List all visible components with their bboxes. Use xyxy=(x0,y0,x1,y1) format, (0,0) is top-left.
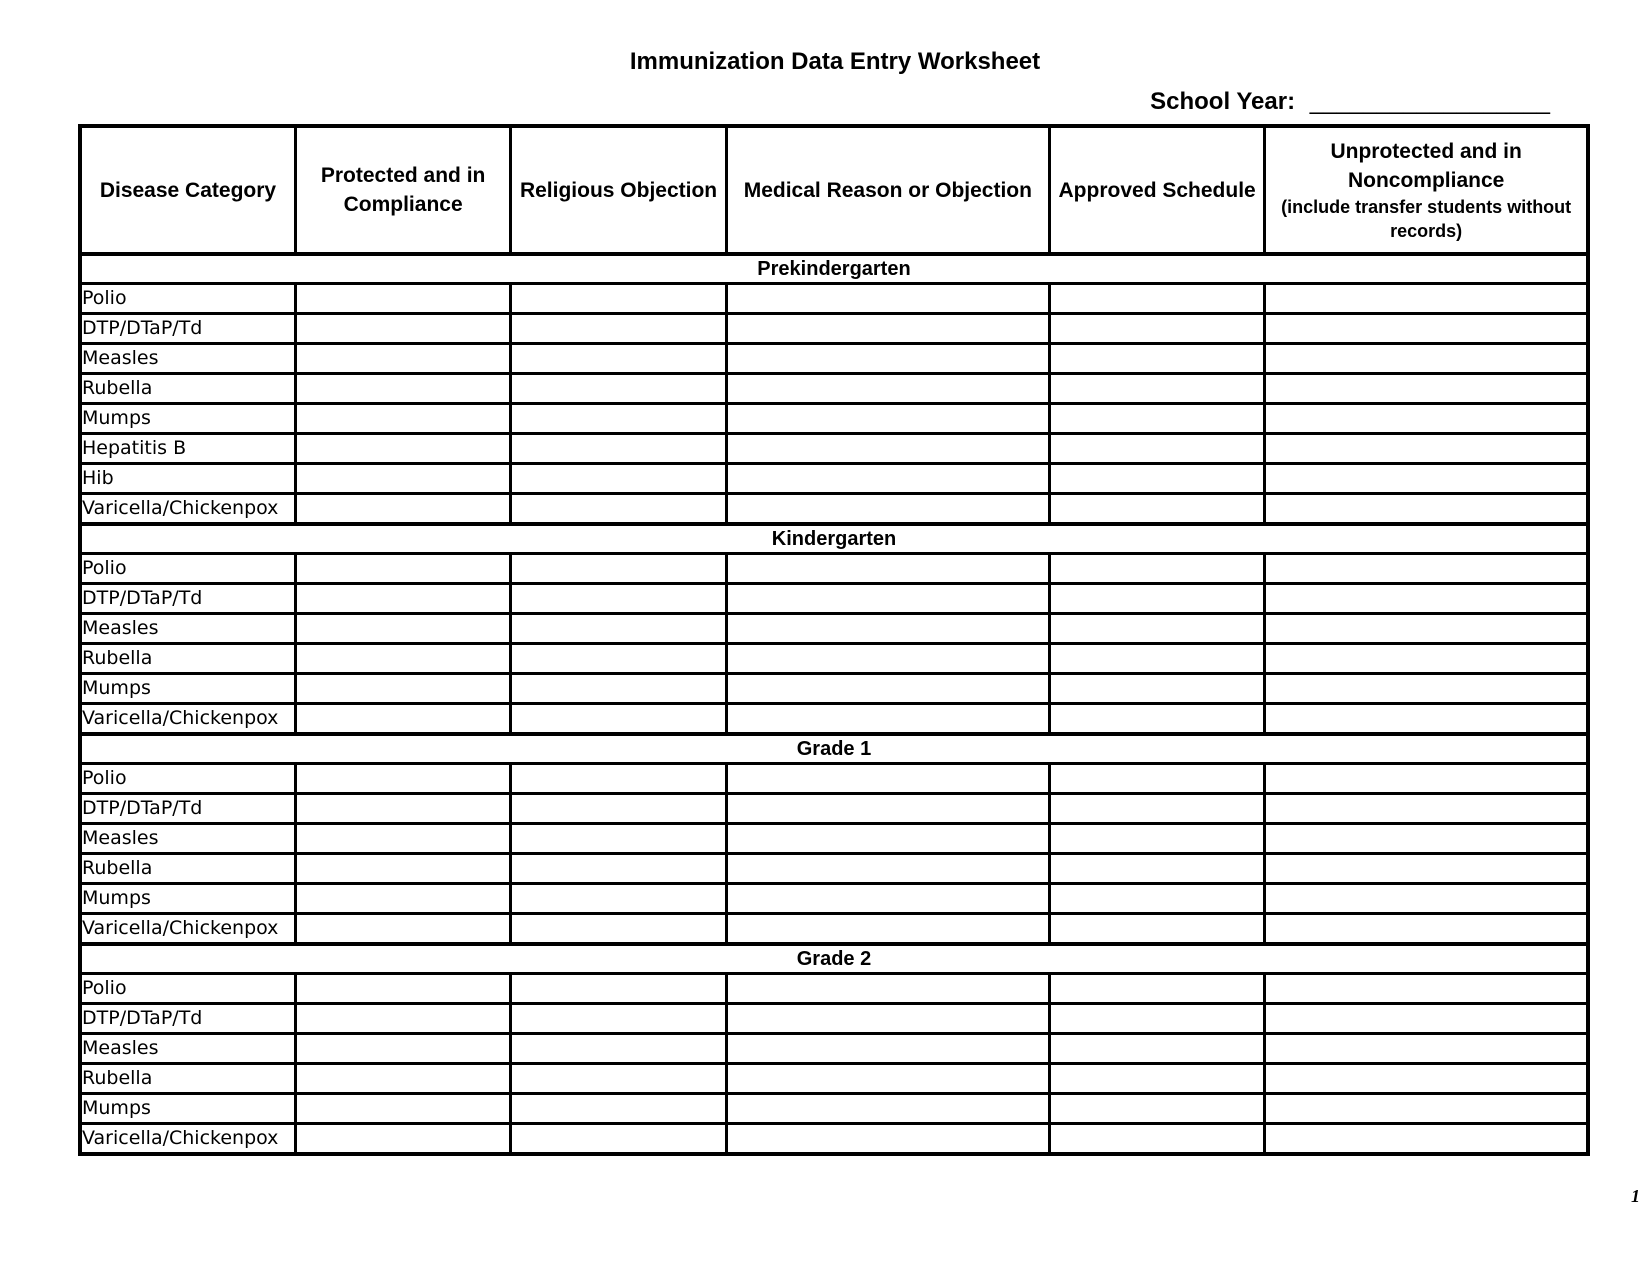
entry-cell[interactable] xyxy=(726,764,1049,794)
entry-cell[interactable] xyxy=(1265,1004,1588,1034)
entry-cell[interactable] xyxy=(511,434,726,464)
table-row xyxy=(80,374,1588,404)
entry-cell[interactable] xyxy=(295,1004,510,1034)
entry-cell[interactable] xyxy=(1265,1064,1588,1094)
entry-cell[interactable] xyxy=(511,614,726,644)
table-row xyxy=(80,824,1588,854)
entry-cell[interactable] xyxy=(511,764,726,794)
entry-cell[interactable] xyxy=(1265,1124,1588,1155)
group-heading: Kindergarten xyxy=(80,524,1588,554)
entry-cell[interactable] xyxy=(295,344,510,374)
table-row xyxy=(80,794,1588,824)
entry-cell[interactable] xyxy=(726,824,1049,854)
entry-cell[interactable] xyxy=(726,1094,1049,1124)
table-row xyxy=(80,464,1588,494)
entry-cell[interactable] xyxy=(511,404,726,434)
table-row xyxy=(80,554,1588,584)
entry-cell[interactable] xyxy=(295,974,510,1004)
entry-cell[interactable] xyxy=(1049,344,1264,374)
entry-cell[interactable] xyxy=(726,284,1049,314)
disease-name: Varicella/Chickenpox xyxy=(80,494,295,525)
entry-cell[interactable] xyxy=(295,494,510,525)
entry-cell[interactable] xyxy=(1265,464,1588,494)
entry-cell[interactable] xyxy=(1265,764,1588,794)
disease-name: Measles xyxy=(80,614,295,644)
entry-cell[interactable] xyxy=(295,284,510,314)
worksheet-title: Immunization Data Entry Worksheet xyxy=(629,48,1041,75)
group-row xyxy=(80,254,1588,284)
entry-cell[interactable] xyxy=(1265,614,1588,644)
table-row xyxy=(80,644,1588,674)
disease-name: DTP/DTaP/Td xyxy=(80,794,295,824)
entry-cell[interactable] xyxy=(1265,374,1588,404)
entry-cell[interactable] xyxy=(511,794,726,824)
entry-cell[interactable] xyxy=(1049,554,1264,584)
header-unprotected-noncompliance: Unprotected and in Noncompliance (include transfer students without records) xyxy=(1265,126,1588,254)
entry-cell[interactable] xyxy=(1049,284,1264,314)
disease-name: Varicella/Chickenpox xyxy=(80,1124,295,1155)
table-row xyxy=(80,704,1588,735)
disease-name: DTP/DTaP/Td xyxy=(80,314,295,344)
table-row xyxy=(80,1124,1588,1155)
entry-cell[interactable] xyxy=(295,554,510,584)
entry-cell[interactable] xyxy=(1049,704,1264,735)
entry-cell[interactable] xyxy=(295,1094,510,1124)
entry-cell[interactable] xyxy=(1049,824,1264,854)
entry-cell[interactable] xyxy=(1265,494,1588,525)
disease-name: Polio xyxy=(80,974,295,1004)
entry-cell[interactable] xyxy=(726,674,1049,704)
entry-cell[interactable] xyxy=(1049,314,1264,344)
entry-cell[interactable] xyxy=(295,824,510,854)
entry-cell[interactable] xyxy=(295,1064,510,1094)
entry-cell[interactable] xyxy=(511,974,726,1004)
entry-cell[interactable] xyxy=(295,374,510,404)
entry-cell[interactable] xyxy=(511,554,726,584)
header-approved-schedule: Approved Schedule xyxy=(1049,126,1264,254)
entry-cell[interactable] xyxy=(726,644,1049,674)
disease-name: Hepatitis B xyxy=(80,434,295,464)
entry-cell[interactable] xyxy=(1265,794,1588,824)
entry-cell[interactable] xyxy=(1049,644,1264,674)
entry-cell[interactable] xyxy=(511,854,726,884)
entry-cell[interactable] xyxy=(726,434,1049,464)
entry-cell[interactable] xyxy=(1049,464,1264,494)
disease-name: Measles xyxy=(80,824,295,854)
header-religious-objection: Religious Objection xyxy=(511,126,726,254)
entry-cell[interactable] xyxy=(295,314,510,344)
entry-cell[interactable] xyxy=(726,554,1049,584)
entry-cell[interactable] xyxy=(511,584,726,614)
entry-cell[interactable] xyxy=(726,1064,1049,1094)
table-row xyxy=(80,494,1588,525)
entry-cell[interactable] xyxy=(1265,914,1588,945)
disease-name: Polio xyxy=(80,764,295,794)
disease-name: Varicella/Chickenpox xyxy=(80,914,295,945)
entry-cell[interactable] xyxy=(726,1034,1049,1064)
table-row xyxy=(80,1034,1588,1064)
entry-cell[interactable] xyxy=(726,974,1049,1004)
page-number: 1 xyxy=(1631,1186,1640,1206)
entry-cell[interactable] xyxy=(511,824,726,854)
header-unprotected-note: (include transfer students without records) xyxy=(1281,197,1572,241)
entry-cell[interactable] xyxy=(726,344,1049,374)
entry-cell[interactable] xyxy=(295,1034,510,1064)
entry-cell[interactable] xyxy=(295,914,510,945)
entry-cell[interactable] xyxy=(511,374,726,404)
entry-cell[interactable] xyxy=(511,674,726,704)
entry-cell[interactable] xyxy=(511,884,726,914)
entry-cell[interactable] xyxy=(511,344,726,374)
disease-name: Rubella xyxy=(80,374,295,404)
disease-name: Mumps xyxy=(80,674,295,704)
entry-cell[interactable] xyxy=(1265,674,1588,704)
table-row xyxy=(80,434,1588,464)
entry-cell[interactable] xyxy=(1265,314,1588,344)
disease-name: Polio xyxy=(80,284,295,314)
table-row xyxy=(80,314,1588,344)
entry-cell[interactable] xyxy=(295,704,510,735)
group-row xyxy=(80,734,1588,764)
table-row xyxy=(80,404,1588,434)
entry-cell[interactable] xyxy=(726,1004,1049,1034)
group-heading: Grade 2 xyxy=(80,944,1588,974)
entry-cell[interactable] xyxy=(726,1124,1049,1155)
entry-cell[interactable] xyxy=(726,374,1049,404)
table-row xyxy=(80,1094,1588,1124)
entry-cell[interactable] xyxy=(511,494,726,525)
entry-cell[interactable] xyxy=(511,1004,726,1034)
entry-cell[interactable] xyxy=(1265,584,1588,614)
entry-cell[interactable] xyxy=(295,614,510,644)
disease-name: Varicella/Chickenpox xyxy=(80,704,295,735)
group-heading: Grade 1 xyxy=(80,734,1588,764)
entry-cell[interactable] xyxy=(295,854,510,884)
entry-cell[interactable] xyxy=(295,764,510,794)
table-row xyxy=(80,1004,1588,1034)
header-row xyxy=(80,126,1588,254)
table-row xyxy=(80,854,1588,884)
disease-name: Rubella xyxy=(80,644,295,674)
entry-cell[interactable] xyxy=(295,674,510,704)
entry-cell[interactable] xyxy=(726,704,1049,735)
entry-cell[interactable] xyxy=(1265,884,1588,914)
entry-cell[interactable] xyxy=(1265,974,1588,1004)
entry-cell[interactable] xyxy=(726,494,1049,525)
entry-cell[interactable] xyxy=(1049,974,1264,1004)
disease-name: Rubella xyxy=(80,854,295,884)
table-row xyxy=(80,764,1588,794)
entry-cell[interactable] xyxy=(295,404,510,434)
entry-cell[interactable] xyxy=(1265,1034,1588,1064)
group-heading: Prekindergarten xyxy=(80,254,1588,284)
school-year-blank[interactable]: __________________ xyxy=(1309,88,1550,115)
entry-cell[interactable] xyxy=(726,854,1049,884)
school-year-label: School Year: xyxy=(1150,88,1296,115)
entry-cell[interactable] xyxy=(1049,614,1264,644)
entry-cell[interactable] xyxy=(1049,884,1264,914)
entry-cell[interactable] xyxy=(1265,1094,1588,1124)
entry-cell[interactable] xyxy=(511,1094,726,1124)
entry-cell[interactable] xyxy=(726,614,1049,644)
entry-cell[interactable] xyxy=(1049,674,1264,704)
entry-cell[interactable] xyxy=(511,914,726,945)
entry-cell[interactable] xyxy=(295,794,510,824)
entry-cell[interactable] xyxy=(295,434,510,464)
header-medical-reason: Medical Reason or Objection xyxy=(726,126,1049,254)
table-row xyxy=(80,284,1588,314)
entry-cell[interactable] xyxy=(1049,794,1264,824)
disease-name: Polio xyxy=(80,554,295,584)
entry-cell[interactable] xyxy=(726,914,1049,945)
entry-cell[interactable] xyxy=(511,644,726,674)
disease-name: Rubella xyxy=(80,1064,295,1094)
entry-cell[interactable] xyxy=(511,1064,726,1094)
entry-cell[interactable] xyxy=(1265,344,1588,374)
table-row xyxy=(80,884,1588,914)
entry-cell[interactable] xyxy=(726,404,1049,434)
table-row xyxy=(80,974,1588,1004)
header-disease-category: Disease Category xyxy=(80,126,295,254)
entry-cell[interactable] xyxy=(1265,854,1588,884)
disease-name: Mumps xyxy=(80,404,295,434)
entry-cell[interactable] xyxy=(1049,914,1264,945)
entry-cell[interactable] xyxy=(1049,1094,1264,1124)
entry-cell[interactable] xyxy=(1049,434,1264,464)
entry-cell[interactable] xyxy=(1049,1124,1264,1155)
table-row xyxy=(80,914,1588,945)
immunization-table xyxy=(78,124,1590,1156)
entry-cell[interactable] xyxy=(511,704,726,735)
entry-cell[interactable] xyxy=(1049,404,1264,434)
entry-cell[interactable] xyxy=(511,284,726,314)
entry-cell[interactable] xyxy=(511,464,726,494)
disease-name: Measles xyxy=(80,344,295,374)
entry-cell[interactable] xyxy=(726,584,1049,614)
entry-cell[interactable] xyxy=(1265,704,1588,735)
entry-cell[interactable] xyxy=(511,1124,726,1155)
table-row xyxy=(80,344,1588,374)
entry-cell[interactable] xyxy=(1265,554,1588,584)
entry-cell[interactable] xyxy=(295,584,510,614)
disease-name: DTP/DTaP/Td xyxy=(80,1004,295,1034)
entry-cell[interactable] xyxy=(511,1034,726,1064)
header-protected-compliance: Protected and in Compliance xyxy=(295,126,510,254)
disease-name: Hib xyxy=(80,464,295,494)
group-row xyxy=(80,524,1588,554)
entry-cell[interactable] xyxy=(511,314,726,344)
entry-cell[interactable] xyxy=(1265,824,1588,854)
entry-cell[interactable] xyxy=(295,884,510,914)
table-row xyxy=(80,1064,1588,1094)
disease-name: DTP/DTaP/Td xyxy=(80,584,295,614)
entry-cell[interactable] xyxy=(295,464,510,494)
entry-cell[interactable] xyxy=(1049,854,1264,884)
entry-cell[interactable] xyxy=(1049,1004,1264,1034)
school-year-field xyxy=(1150,88,1550,116)
disease-name: Measles xyxy=(80,1034,295,1064)
table-row xyxy=(80,674,1588,704)
entry-cell[interactable] xyxy=(295,1124,510,1155)
entry-cell[interactable] xyxy=(1265,284,1588,314)
entry-cell[interactable] xyxy=(1265,404,1588,434)
table-row xyxy=(80,584,1588,614)
entry-cell[interactable] xyxy=(1049,494,1264,525)
entry-cell[interactable] xyxy=(1049,764,1264,794)
entry-cell[interactable] xyxy=(726,884,1049,914)
entry-cell[interactable] xyxy=(1049,1034,1264,1064)
table-row xyxy=(80,614,1588,644)
entry-cell[interactable] xyxy=(726,794,1049,824)
disease-name: Mumps xyxy=(80,1094,295,1124)
entry-cell[interactable] xyxy=(1049,584,1264,614)
entry-cell[interactable] xyxy=(726,464,1049,494)
entry-cell[interactable] xyxy=(1265,434,1588,464)
entry-cell[interactable] xyxy=(1049,1064,1264,1094)
entry-cell[interactable] xyxy=(1049,374,1264,404)
entry-cell[interactable] xyxy=(295,644,510,674)
entry-cell[interactable] xyxy=(726,314,1049,344)
entry-cell[interactable] xyxy=(1265,644,1588,674)
group-row xyxy=(80,944,1588,974)
disease-name: Mumps xyxy=(80,884,295,914)
